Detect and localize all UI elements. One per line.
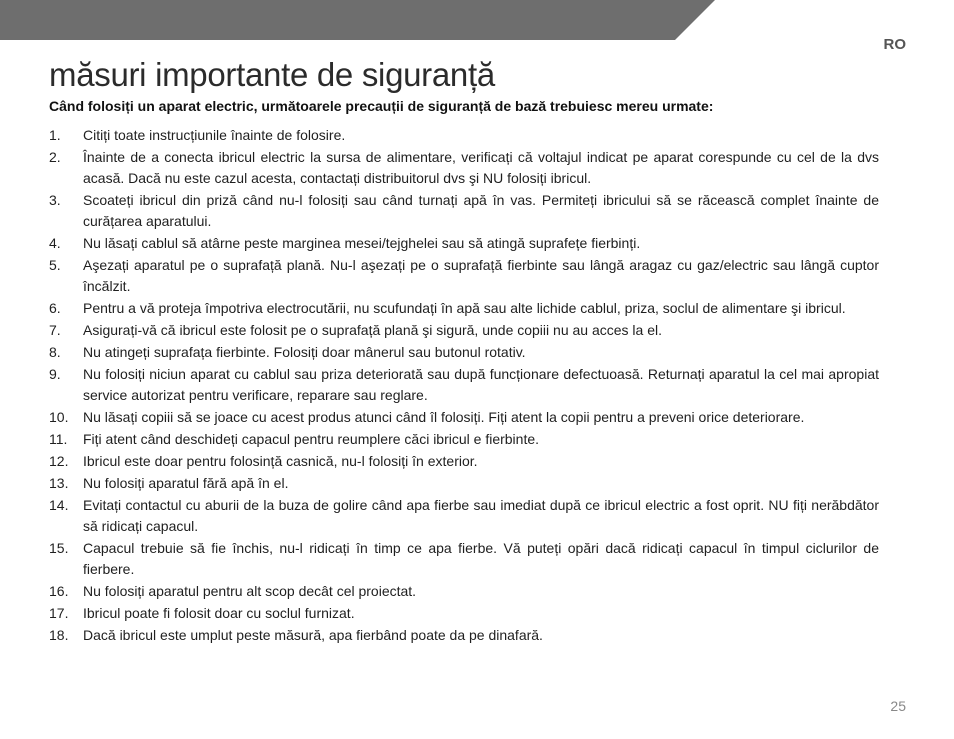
list-item	[49, 495, 879, 537]
item-text: Nu lăsați copiii să se joace cu acest produs atunci când îl folosiți. Fiți atent la copii pentru a preveni orice deteriorare.	[83, 409, 805, 425]
list-item	[49, 625, 879, 646]
item-number: 10.	[49, 409, 69, 425]
list-item	[49, 255, 879, 297]
list-item	[49, 538, 879, 580]
item-number: 6.	[49, 300, 61, 316]
item-text: Înainte de a conecta ibricul electric la sursa de alimentare, verificați că voltajul indicat pe aparat corespunde cu cel de la dvs acasă. Dacă nu este cazul acesta, contactați distribuitorul dvs şi NU folosiți ibricul.	[83, 149, 879, 186]
list-item	[49, 190, 879, 232]
language-code: RO	[883, 36, 906, 53]
item-text: Dacă ibricul este umplut peste măsură, apa fierbând poate da pe dinafară.	[83, 627, 543, 643]
list-item	[49, 407, 879, 428]
item-text: Nu folosiți aparatul fără apă în el.	[83, 475, 289, 491]
list-item	[49, 125, 879, 146]
item-text: Nu folosiți aparatul pentru alt scop decât cel proiectat.	[83, 583, 417, 599]
list-item	[49, 603, 879, 624]
list-item	[49, 233, 879, 254]
item-number: 18.	[49, 627, 69, 643]
list-item	[49, 581, 879, 602]
item-number: 8.	[49, 344, 61, 360]
list-item	[49, 342, 879, 363]
item-number: 3.	[49, 192, 61, 208]
item-number: 7.	[49, 322, 61, 338]
item-text: Nu folosiți niciun aparat cu cablul sau priza deteriorată sau după funcționare defectuoasă. Returnați aparatul la cel mai apropiat service autorizat pentru verificare, reparare sau reglare.	[83, 366, 879, 403]
item-text: Pentru a vă proteja împotriva electrocutării, nu scufundați în apă sau alte lichide cablul, priza, soclul de alimentare şi ibricul.	[83, 300, 846, 316]
item-number: 13.	[49, 475, 69, 491]
item-number: 5.	[49, 257, 61, 273]
list-item	[49, 298, 879, 319]
item-number: 4.	[49, 235, 61, 251]
item-number: 2.	[49, 149, 61, 165]
list-item	[49, 364, 879, 406]
item-number: 11.	[49, 431, 68, 447]
item-text: Scoateți ibricul din priză când nu-l folosiți sau când turnați apă în vas. Permiteți ibricului să se răcească complet înainte de curățarea aparatului.	[83, 192, 879, 229]
header-band	[0, 0, 715, 40]
page-title: măsuri importante de siguranță	[49, 56, 495, 93]
item-number: 17.	[49, 605, 69, 621]
item-number: 12.	[49, 453, 69, 469]
item-text: Asigurați-vă că ibricul este folosit pe o suprafață plană şi sigură, unde copiii nu au acces la el.	[83, 322, 662, 338]
item-text: Fiți atent când deschideți capacul pentru reumplere căci ibricul e fierbinte.	[83, 431, 540, 447]
page-number: 25	[890, 698, 906, 714]
item-text: Nu lăsați cablul să atârne peste marginea mesei/tejghelei sau să atingă suprafețe fierbinți.	[83, 235, 641, 251]
item-text: Ibricul este doar pentru folosință casnică, nu-l folosiți în exterior.	[83, 453, 478, 469]
item-text: Evitați contactul cu aburii de la buza de golire când apa fierbe sau imediat după ce ibricul electric a fost oprit. NU fiți nerăbdător să ridicați capacul.	[83, 497, 879, 534]
intro-text: Când folosiți un aparat electric, următoarele precauții de siguranță de bază trebuiesc mereu urmate:	[49, 98, 714, 114]
safety-list	[49, 125, 879, 647]
item-number: 15.	[49, 540, 69, 556]
list-item	[49, 451, 879, 472]
item-number: 16.	[49, 583, 69, 599]
item-text: Aşezați aparatul pe o suprafață plană. Nu-l aşezați pe o suprafață fierbinte sau lângă aragaz cu gaz/electric sau lângă cuptor încălzit.	[83, 257, 879, 294]
list-item	[49, 147, 879, 189]
item-text: Nu atingeți suprafața fierbinte. Folosiți doar mânerul sau butonul rotativ.	[83, 344, 526, 360]
item-text: Ibricul poate fi folosit doar cu soclul furnizat.	[83, 605, 355, 621]
item-number: 14.	[49, 497, 69, 513]
item-text: Citiți toate instrucțiunile înainte de folosire.	[83, 127, 346, 143]
list-item	[49, 320, 879, 341]
list-item	[49, 473, 879, 494]
item-text: Capacul trebuie să fie închis, nu-l ridicați în timp ce apa fierbe. Vă puteți opări dacă ridicați capacul în timpul ciclurilor de fierbere.	[83, 540, 879, 577]
item-number: 9.	[49, 366, 61, 382]
list-item	[49, 429, 879, 450]
item-number: 1.	[49, 127, 61, 143]
